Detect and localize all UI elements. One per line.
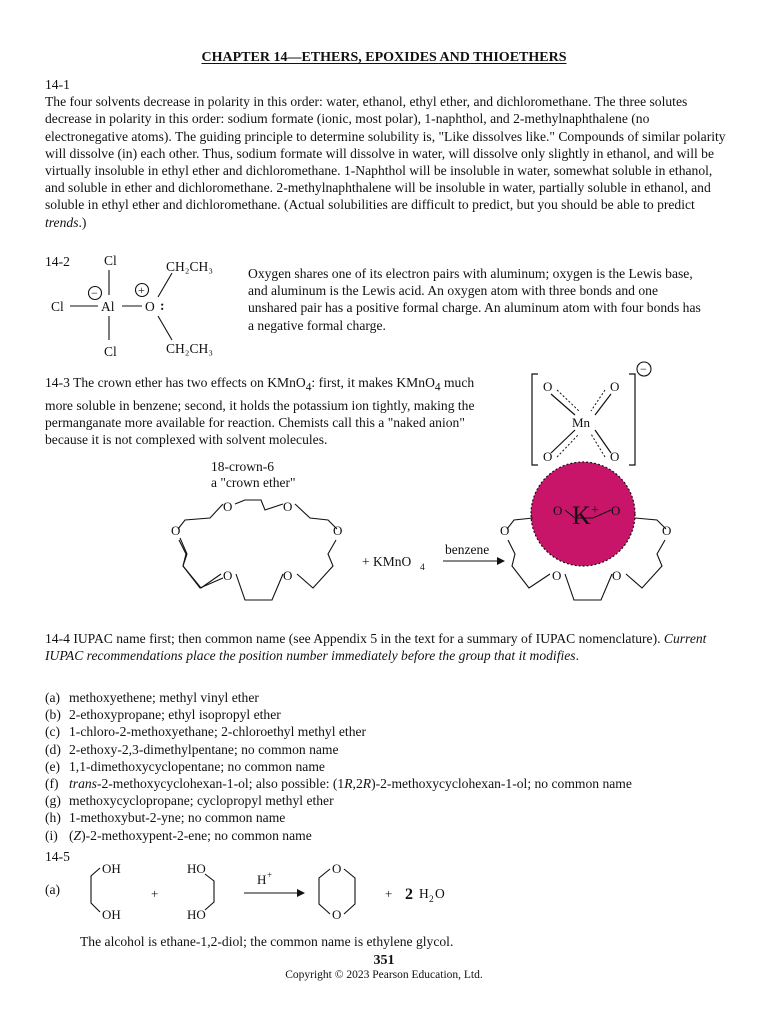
emphasis-text: trends xyxy=(45,214,79,230)
chlorine-top: Cl xyxy=(104,253,117,268)
oxygen-atom: O xyxy=(543,379,553,394)
oxygen-atom: O xyxy=(662,523,672,538)
list-item: (i) (Z)-2-methoxypent-2-ene; no common name xyxy=(45,827,312,843)
ethyl-top: CH₂CH₃ xyxy=(166,259,213,274)
crown-ether-name: 18-crown-6 xyxy=(211,459,274,474)
list-item: (f) trans-2-methoxycyclohexan-1-ol; also possible: (1R,2R)-2-methoxycyclohexan-1-ol; no common name xyxy=(45,775,632,791)
problem-label-14-2: 14-2 xyxy=(45,254,70,269)
problem-label: 14-4 xyxy=(45,631,70,646)
chlorine-bottom: Cl xyxy=(104,344,117,359)
problem-14-2-text: Oxygen shares one of its electron pairs with aluminum; oxygen is the Lewis base, and aluminum is the Lewis acid. An oxygen atom with three bonds and one unshared pair has a positive formal charge. An aluminum atom with four bonds has a negative formal charge. xyxy=(248,266,701,333)
problem-text: : first, it makes KMnO xyxy=(311,375,435,390)
copyright-notice: Copyright © 2023 Pearson Education, Ltd. xyxy=(285,969,483,981)
oxygen-atom: O xyxy=(611,503,621,518)
hydroxyl-group: HO xyxy=(187,861,206,876)
list-item: (d) 2-ethoxy-2,3-dimethylpentane; no common name xyxy=(45,741,339,757)
acid-catalyst-charge: + xyxy=(267,870,273,880)
problem-14-1 xyxy=(45,76,735,231)
plus-sign: + xyxy=(385,886,393,901)
oxygen-atom: O xyxy=(223,499,233,514)
chlorine-left: Cl xyxy=(51,299,64,314)
problem-14-4 xyxy=(45,630,735,664)
problem-14-5-note: The alcohol is ethane-1,2-diol; the common name is ethylene glycol. xyxy=(80,934,454,949)
list-item: (c) 1-chloro-2-methoxyethane; 2-chloroethyl methyl ether xyxy=(45,724,367,740)
dioxane-synthesis-scheme xyxy=(85,856,465,928)
oxygen-atom: O xyxy=(333,523,343,538)
oxygen-atom: O xyxy=(171,523,181,538)
subscript: 4 xyxy=(420,563,425,573)
oxygen-atom: O xyxy=(553,503,563,518)
oxygen-atom: O xyxy=(612,568,622,583)
oxygen-atom: O xyxy=(610,379,620,394)
solvent-label: benzene xyxy=(445,542,490,557)
crown-ring-bond xyxy=(180,538,223,588)
crown-ether-diagram xyxy=(165,368,685,613)
oxygen-atom: O xyxy=(223,568,233,583)
reaction-arrow xyxy=(497,557,505,565)
water-subscript: 2 xyxy=(429,895,434,905)
crown-ether-description: a "crown ether" xyxy=(211,475,296,490)
problem-text: much more soluble in benzene; second, it holds the potassium ion tightly, making the permanganate more available for reaction. Chemists call this a "naked anion" because it is not complexed with solvent molecules. xyxy=(45,375,475,448)
manganese-atom: Mn xyxy=(572,415,591,430)
problem-text-end: .) xyxy=(78,214,87,230)
hydroxyl-group: HO xyxy=(187,907,206,922)
problem-label: 14-1 xyxy=(45,77,70,92)
problem-label-14-5: 14-5 xyxy=(45,849,70,864)
plus-charge: + xyxy=(591,503,599,518)
plus-sign: + xyxy=(151,886,159,901)
oxygen-atom: O xyxy=(543,449,553,464)
oxygen-atom: O xyxy=(610,449,620,464)
problem-text: IUPAC name first; then common name (see Appendix 5 in the text for a summary of IUPAC nomenclature). xyxy=(69,631,664,646)
list-item: (a) methoxyethene; methyl vinyl ether xyxy=(45,690,259,705)
oxygen-atom: O xyxy=(332,907,342,922)
oxygen-atom: O xyxy=(145,299,155,314)
permanganate-charge xyxy=(634,360,654,380)
water-h: H xyxy=(419,886,429,901)
part-label: (a) xyxy=(45,882,61,897)
water-coefficient: 2 xyxy=(405,886,413,903)
plus-charge: + xyxy=(138,283,145,297)
list-item: (e) 1,1-dimethoxycyclopentane; no common name xyxy=(45,758,325,774)
lone-pair: : xyxy=(160,298,165,313)
subscript: 4 xyxy=(434,381,441,394)
list-item: (b) 2-ethoxypropane; ethyl isopropyl ether xyxy=(45,707,281,723)
list-item: (g) methoxycyclopropane; cyclopropyl methyl ether xyxy=(45,793,334,809)
ethyl-bottom: CH₂CH₃ xyxy=(166,341,213,356)
problem-label: 14-3 xyxy=(45,375,70,390)
aluminum-atom: Al xyxy=(101,299,115,314)
oxygen-atom: O xyxy=(500,523,510,538)
list-item: (h) 1-methoxybut-2-yne; no common name xyxy=(45,810,286,826)
minus-charge: − xyxy=(91,286,98,300)
plus-kmno4: + KMnO xyxy=(362,554,412,569)
emphasis-text: Current IUPAC recommendations place the position number immediately before the group that it modifies xyxy=(45,631,707,664)
acid-catalyst: H xyxy=(257,872,267,887)
problem-text: The four solvents decrease in polarity in this order: water, ethanol, ethyl ether, and dichloromethane. The three solutes decrease in polarity in this order: sodium formate (ionic, most polar), 1-naphthol, and 2-methylnaphthalene (no electronegative atoms). The guiding principle to determine solubility is, "Like dissolves like." Compounds of similar polarity will dissolve (in) each other. Thus, sodium formate will dissolve in water, will dissolve only slightly in ethanol, and will be virtually insoluble in ethyl ether and dichloromethane. 1-Naphthol will be insoluble in water, somewhat soluble in ethanol, and soluble in ether and dichloromethane. 2-methylnaphthalene will be insoluble in water, partially soluble in ethanol, and soluble in ethyl ether and dichloromethane. (Actual solubilities are difficult to predict, but you should be able to predict xyxy=(45,94,726,213)
hydroxyl-group: OH xyxy=(102,861,121,876)
subscript: 4 xyxy=(305,381,312,394)
oxygen-atom: O xyxy=(283,568,293,583)
page-number: 351 xyxy=(373,953,395,968)
problem-text-end: . xyxy=(575,648,579,664)
minus-charge: − xyxy=(640,362,647,376)
oxygen-atom: O xyxy=(283,499,293,514)
chapter-title: CHAPTER 14—ETHERS, EPOXIDES AND THIOETHERS xyxy=(201,50,567,65)
water-o: O xyxy=(435,886,445,901)
problem-text: The crown ether has two effects on KMnO xyxy=(69,375,306,390)
potassium-ion: K xyxy=(572,501,591,530)
oxygen-atom: O xyxy=(552,568,562,583)
iupac-name-list xyxy=(45,689,745,844)
oxygen-atom: O xyxy=(332,861,342,876)
hydroxyl-group: OH xyxy=(102,907,121,922)
al-ether-complex-structure xyxy=(40,248,240,363)
